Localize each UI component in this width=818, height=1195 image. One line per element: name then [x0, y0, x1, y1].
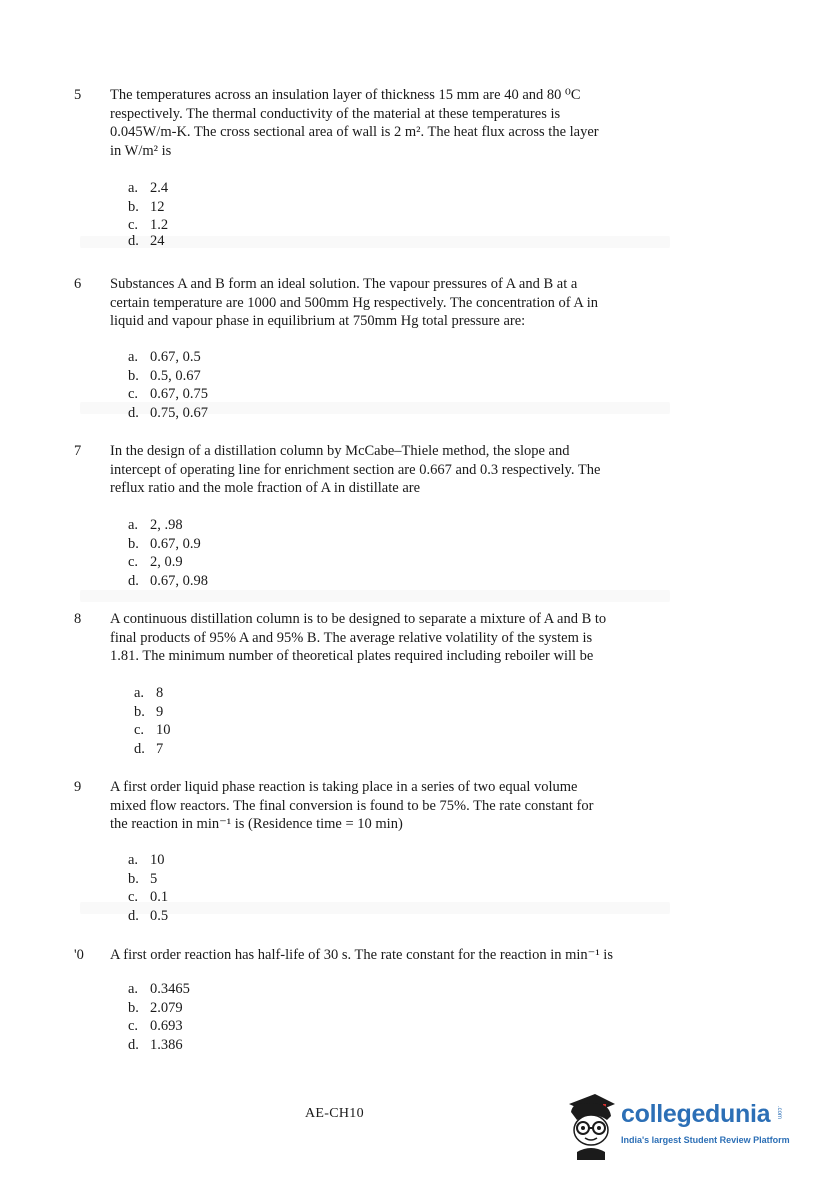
option-value: 0.67, 0.9 [150, 535, 201, 552]
option-letter: c. [128, 386, 139, 402]
question-number: 8 [74, 611, 82, 627]
option-value: 1.2 [150, 217, 169, 233]
question-line: intercept of operating line for enrichment section are 0.667 and 0.3 respectively. The [110, 461, 601, 478]
question-number: 9 [74, 779, 82, 795]
option-letter: b. [128, 870, 139, 887]
option-d[interactable] [134, 740, 334, 759]
question-line: The temperatures across an insulation layer of thickness 15 mm are 40 and 80 ⁰C [110, 87, 581, 103]
paper-code: AE-CH10 [305, 1106, 364, 1121]
question-number: '0 [74, 947, 84, 963]
option-letter: a. [128, 180, 139, 196]
option-c[interactable] [134, 721, 334, 740]
question-text [110, 86, 674, 160]
options-list-7 [128, 516, 328, 590]
option-value: 2.4 [150, 180, 169, 196]
option-a[interactable] [128, 851, 328, 870]
option-value: 0.3465 [150, 981, 190, 997]
option-value: 12 [150, 198, 165, 215]
option-d[interactable] [128, 907, 328, 926]
option-value: 0.75, 0.67 [150, 404, 208, 421]
question-line: final products of 95% A and 95% B. The average relative volatility of the system is [110, 629, 593, 646]
option-letter: d. [128, 233, 139, 249]
option-a[interactable] [134, 684, 334, 703]
option-c[interactable] [128, 1017, 328, 1036]
option-letter: b. [128, 367, 139, 384]
option-letter: a. [128, 981, 139, 997]
question-line: mixed flow reactors. The final conversion is found to be 75%. The rate constant for [110, 797, 594, 814]
option-b[interactable] [128, 367, 328, 386]
question-text [110, 610, 674, 666]
option-letter: c. [128, 889, 139, 905]
option-d[interactable] [128, 232, 328, 251]
option-a[interactable] [128, 516, 328, 535]
question-line: A continuous distillation column is to be designed to separate a mixture of A and B to [110, 611, 607, 627]
option-a[interactable] [128, 179, 328, 198]
option-value: 0.67, 0.98 [150, 572, 208, 589]
question-text [110, 442, 674, 498]
question-line: in W/m² is [110, 142, 172, 159]
option-d[interactable] [128, 572, 328, 591]
option-value: 7 [156, 740, 164, 757]
collegedunia-logo[interactable] [563, 1090, 793, 1162]
question-line: certain temperature are 1000 and 500mm Hg respectively. The concentration of A in [110, 294, 598, 311]
option-b[interactable] [128, 870, 328, 889]
option-letter: a. [134, 685, 145, 701]
option-b[interactable] [128, 535, 328, 554]
option-c[interactable] [128, 888, 328, 907]
question-7 [74, 442, 674, 498]
question-10 [74, 946, 674, 965]
question-line: Substances A and B form an ideal solution. The vapour pressures of A and B at a [110, 276, 578, 292]
option-d[interactable] [128, 404, 328, 423]
option-value: 0.67, 0.75 [150, 386, 208, 402]
option-value: 2.079 [150, 999, 183, 1016]
option-c[interactable] [128, 553, 328, 572]
option-value: 24 [150, 233, 165, 249]
option-value: 2, .98 [150, 517, 183, 533]
option-letter: d. [128, 572, 139, 589]
option-value: 0.5 [150, 907, 169, 924]
option-c[interactable] [128, 385, 328, 404]
question-5 [74, 86, 674, 160]
option-c[interactable] [128, 216, 328, 232]
question-line: the reaction in min⁻¹ is (Residence time = 10 min) [110, 816, 403, 832]
bleed-through-mark [80, 590, 670, 602]
question-line: A first order liquid phase reaction is taking place in a series of two equal volume [110, 779, 578, 795]
option-letter: c. [128, 554, 139, 570]
option-letter: d. [128, 907, 139, 924]
question-text [110, 275, 674, 331]
question-line: reflux ratio and the mole fraction of A in distillate are [110, 480, 421, 496]
option-value: 0.693 [150, 1018, 183, 1034]
option-value: 0.67, 0.5 [150, 349, 201, 365]
question-8 [74, 610, 674, 666]
option-letter: b. [134, 703, 145, 720]
brand-suffix: .com [776, 1106, 782, 1120]
option-value: 0.5, 0.67 [150, 367, 201, 384]
option-letter: d. [128, 1036, 139, 1053]
mascot-icon [563, 1090, 619, 1162]
option-letter: d. [134, 740, 145, 757]
option-value: 10 [150, 852, 165, 868]
option-letter: b. [128, 198, 139, 215]
option-letter: b. [128, 535, 139, 552]
options-list-8 [134, 684, 334, 758]
options-list-10 [128, 980, 328, 1054]
question-number: 5 [74, 87, 82, 103]
option-b[interactable] [134, 703, 334, 722]
option-value: 0.1 [150, 889, 169, 905]
option-value: 5 [150, 870, 158, 887]
brand-tagline: India's largest Student Review Platform [621, 1135, 790, 1145]
question-text [110, 778, 674, 834]
option-letter: c. [134, 722, 145, 738]
option-letter: a. [128, 517, 139, 533]
question-line: 1.81. The minimum number of theoretical plates required including reboiler will be [110, 648, 594, 664]
option-letter: c. [128, 1018, 139, 1034]
option-value: 9 [156, 703, 164, 720]
option-b[interactable] [128, 198, 328, 217]
option-value: 1.386 [150, 1036, 183, 1053]
question-6 [74, 275, 674, 331]
brand-name: collegedunia [621, 1100, 771, 1128]
option-letter: b. [128, 999, 139, 1016]
option-value: 10 [156, 722, 171, 738]
question-number: 6 [74, 276, 82, 292]
option-letter: a. [128, 349, 139, 365]
options-list-6 [128, 348, 328, 422]
question-line: respectively. The thermal conductivity of the material at these temperatures is [110, 105, 561, 122]
question-line: In the design of a distillation column by McCabe–Thiele method, the slope and [110, 443, 570, 459]
options-list-9 [128, 851, 328, 925]
option-b[interactable] [128, 999, 328, 1018]
option-letter: c. [128, 217, 139, 233]
question-line: 0.045W/m-K. The cross sectional area of wall is 2 m². The heat flux across the layer [110, 124, 599, 140]
question-line: A first order reaction has half-life of 30 s. The rate constant for the reaction in min⁻¹ is [110, 947, 613, 963]
option-value: 2, 0.9 [150, 554, 183, 570]
option-a[interactable] [128, 348, 328, 367]
option-letter: a. [128, 852, 139, 868]
question-number: 7 [74, 443, 82, 459]
question-9 [74, 778, 674, 834]
option-letter: d. [128, 404, 139, 421]
option-a[interactable] [128, 980, 328, 999]
option-d[interactable] [128, 1036, 328, 1055]
question-line: liquid and vapour phase in equilibrium at 750mm Hg total pressure are: [110, 313, 526, 329]
options-list-5 [128, 179, 328, 251]
option-value: 8 [156, 685, 164, 701]
question-text [110, 946, 674, 965]
